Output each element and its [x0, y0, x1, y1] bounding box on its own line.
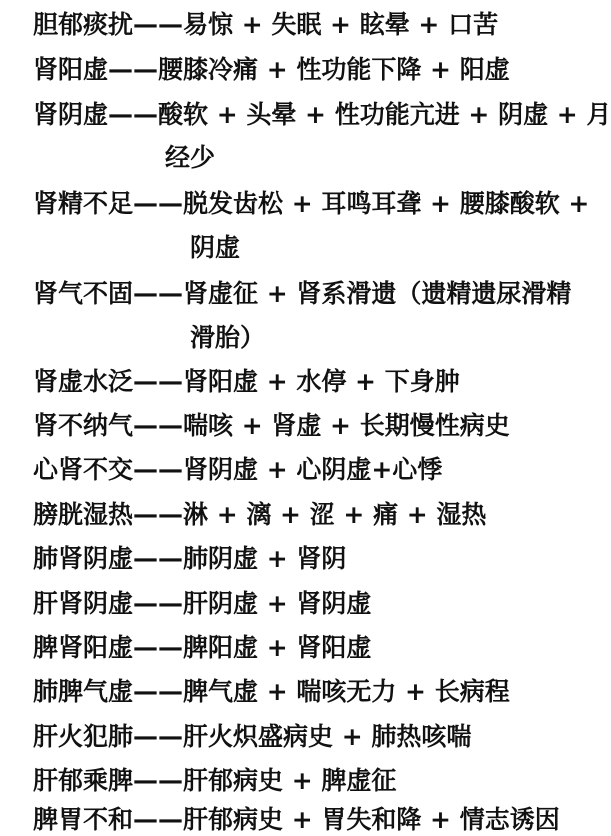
- entry-line: 肺脾气虚——脾气虚 + 喘咳无力 + 长病程: [33, 677, 510, 706]
- entry-line: 肝郁乘脾——肝郁病史 + 脾虚征: [33, 766, 397, 795]
- entry-line: 肾精不足——脱发齿松 + 耳鸣耳聋 + 腰膝酸软 +: [33, 189, 590, 218]
- entry-line: 膀胱湿热——淋 + 漓 + 涩 + 痛 + 湿热: [33, 500, 487, 529]
- entry-line: 肾阴虚——酸软 + 头晕 + 性功能亢进 + 阴虚 + 月: [33, 100, 611, 129]
- entry-line: 肾气不固——肾虚征 + 肾系滑遗（遗精遗尿滑精: [33, 279, 572, 308]
- entry-line: 心肾不交——肾阴虚 + 心阴虚+心悸: [33, 455, 443, 484]
- entry-line: 肺肾阴虚——肺阴虚 + 肾阴: [33, 544, 347, 573]
- entry-continuation: 滑胎）: [190, 323, 266, 352]
- cut-off-line-text: 脾胃不和——肝郁病史 + 胃失和降 + 情志诱因: [33, 805, 560, 834]
- entry-line: 肾不纳气——喘咳 + 肾虚 + 长期慢性病史: [33, 411, 510, 440]
- entry-line: 肾虚水泛——肾阳虚 + 水停 + 下身肿: [33, 367, 460, 396]
- entry-line: 肾阳虚——腰膝冷痛 + 性功能下降 + 阳虚: [33, 55, 510, 84]
- entry-continuation: 阴虚: [190, 233, 241, 262]
- entry-line: 脾肾阳虚——脾阳虚 + 肾阳虚: [33, 633, 372, 662]
- entry-continuation: 经少: [165, 143, 216, 172]
- entry-line: 肝肾阴虚——肝阴虚 + 肾阴虚: [33, 589, 372, 618]
- cut-off-line: [0, 798, 609, 834]
- entry-line: 胆郁痰扰——易惊 + 失眠 + 眩晕 + 口苦: [33, 10, 499, 39]
- entry-line: 肝火犯肺——肝火炽盛病史 + 肺热咳喘: [33, 722, 472, 751]
